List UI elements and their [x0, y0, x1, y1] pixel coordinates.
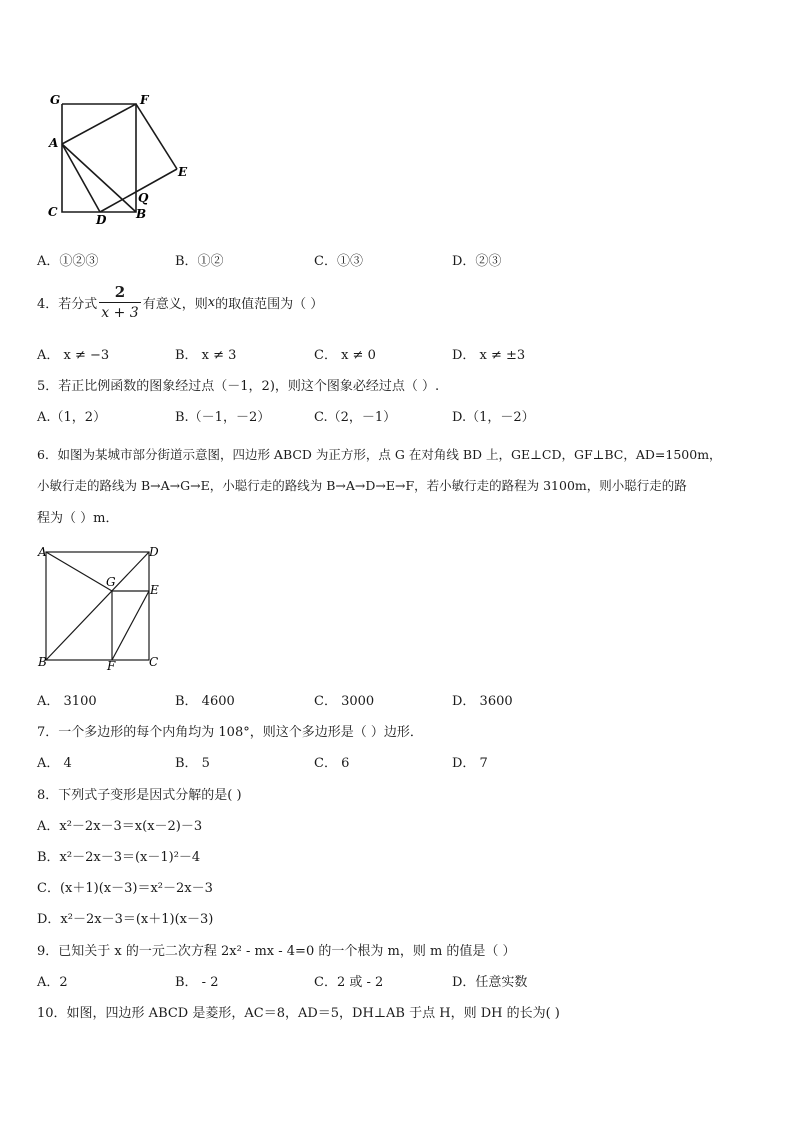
q4-var: x — [207, 295, 216, 310]
q6-label-d: D — [149, 545, 159, 559]
q9-option-d: D．任意实数 — [452, 975, 528, 990]
q6-stem-line3: 程为（ ）m． — [37, 511, 119, 526]
q5-option-b: B.（－1，－2） — [175, 410, 271, 425]
q5-stem: 5．若正比例函数的图象经过点（－1，2)，则这个图象必经过点（ ）. — [37, 379, 440, 394]
q8-option-d: D．x²－2x－3＝(x＋1)(x－3) — [37, 912, 214, 927]
q6-stem-line2: 小敏行走的路线为 B→A→G→E，小聪行走的路线为 B→A→D→E→F，若小敏行走的路程为 3100m，则小聪行走的路 — [37, 478, 687, 493]
q3-option-b: B．①② — [175, 254, 224, 269]
q5-option-d: D.（1，－2） — [452, 410, 535, 425]
q6-label-f: F — [107, 659, 116, 672]
q4-stem — [37, 282, 323, 323]
q3-option-c: C．①③ — [314, 254, 363, 269]
q6-label-b: B — [38, 655, 47, 669]
q4-fraction-denominator: x + 3 — [101, 305, 139, 321]
q3-label-a: A — [49, 136, 59, 150]
q4-prefix: 4．若分式 — [37, 297, 98, 312]
q3-label-g: G — [50, 93, 61, 107]
q5-option-a: A.（1，2） — [37, 410, 107, 425]
q6-diagonal-bd — [46, 552, 149, 660]
q3-label-f: F — [140, 93, 149, 107]
q6-stem-line1: 6．如图为某城市部分街道示意图，四边形 ABCD 为正方形，点 G 在对角线 BD 上，GE⊥CD，GF⊥BC，AD=1500m， — [37, 447, 722, 462]
q7-option-a: A． 4 — [37, 756, 72, 771]
q8-option-b: B．x²－2x－3＝(x－1)²－4 — [37, 850, 201, 865]
q10-stem: 10．如图，四边形 ABCD 是菱形，AC＝8，AD＝5，DH⊥AB 于点 H，则 DH 的长为( ) — [37, 1006, 560, 1021]
q3-segment-fe — [136, 104, 177, 169]
q4-suffix2: 的取值范围为（ ） — [215, 297, 324, 312]
q6-label-a: A — [38, 545, 47, 559]
q6-label-g: G — [106, 575, 116, 589]
q6-option-b: B． 4600 — [175, 694, 235, 709]
q3-label-e: E — [178, 165, 188, 179]
q6-option-a: A． 3100 — [37, 694, 97, 709]
q6-label-e: E — [150, 583, 159, 597]
q6-option-d: D． 3600 — [452, 694, 513, 709]
q5-option-c: C.（2，－1） — [314, 410, 397, 425]
q8-option-a: A．x²－2x－3＝x(x－2)－3 — [37, 819, 203, 834]
q3-figure — [40, 88, 200, 228]
q4-option-c: C． x ≠ 0 — [314, 348, 376, 363]
q6-figure — [36, 542, 166, 672]
q7-option-b: B． 5 — [175, 756, 210, 771]
q6-option-c: C． 3000 — [314, 694, 375, 709]
q4-suffix: 有意义，则 — [142, 297, 208, 312]
q3-option-d: D．②③ — [452, 254, 502, 269]
q8-option-c: C．(x＋1)(x－3)＝x²－2x－3 — [37, 881, 213, 896]
q9-option-b: B． - 2 — [175, 975, 219, 990]
q4-option-a: A． x ≠ −3 — [37, 348, 110, 363]
q7-option-d: D． 7 — [452, 756, 488, 771]
q3-label-b: B — [136, 207, 147, 221]
q9-option-a: A．2 — [37, 975, 68, 990]
q6-label-c: C — [149, 655, 159, 669]
q7-option-c: C． 6 — [314, 756, 350, 771]
q4-fraction-numerator: 2 — [99, 282, 140, 303]
q4-option-b: B． x ≠ 3 — [175, 348, 237, 363]
q3-label-d: D — [96, 213, 107, 227]
q6-segment-ef — [112, 591, 149, 660]
q4-fraction — [99, 282, 140, 323]
q8-stem: 8．下列式子变形是因式分解的是( ) — [37, 788, 242, 803]
q9-stem: 9．已知关于 x 的一元二次方程 2x² - mx - 4=0 的一个根为 m，则 m 的值是（ ） — [37, 944, 516, 959]
q3-segment-ab — [62, 144, 136, 212]
q3-label-c: C — [48, 205, 58, 219]
q3-option-a: A．①②③ — [37, 254, 99, 269]
q6-segment-ag — [46, 552, 112, 591]
q3-segment-af — [62, 104, 136, 144]
q3-square-outline — [62, 104, 136, 212]
q3-segment-ad — [62, 144, 100, 212]
q7-stem: 7．一个多边形的每个内角均为 108°，则这个多边形是（ ）边形． — [37, 725, 423, 740]
q3-label-q: Q — [138, 191, 149, 205]
q9-option-c: C．2 或 - 2 — [314, 975, 384, 990]
q4-option-d: D． x ≠ ±3 — [452, 348, 526, 363]
